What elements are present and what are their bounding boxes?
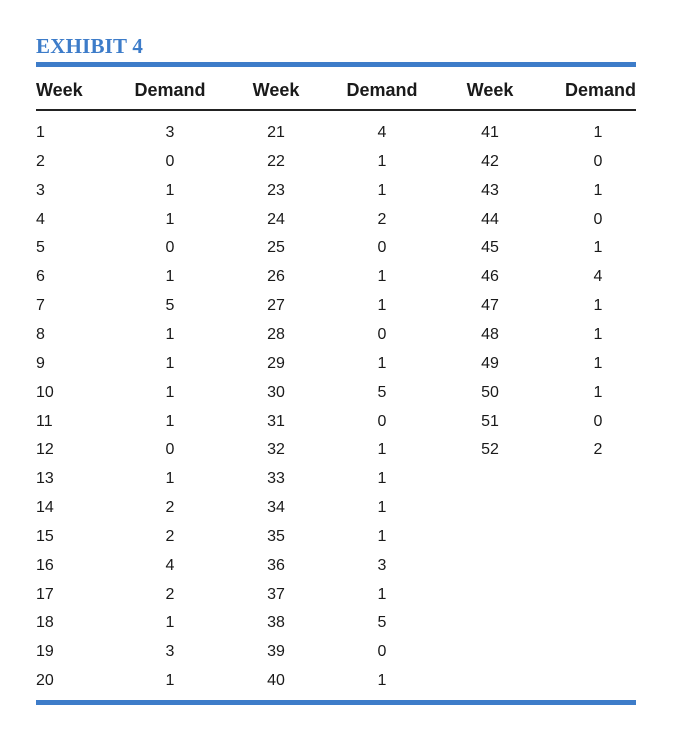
table-cell-demand: 1 [377,470,387,487]
table-cell-demand: 1 [165,614,175,631]
table-cell-demand: 2 [165,528,175,545]
table-cell-demand: 2 [593,441,603,458]
table-cell-demand: 1 [593,355,603,372]
table-cell-week: 24 [267,211,285,228]
table-cell-week: 33 [267,470,285,487]
table-cell-week: 32 [267,441,285,458]
header-demand-2: Demand [346,80,418,100]
table-cell-demand: 3 [165,643,175,660]
table-cell-demand: 3 [165,124,175,141]
table-cell-week: 45 [481,239,499,256]
table-cell-demand: 1 [165,326,175,343]
table-cell-demand: 1 [377,528,387,545]
table-cell-week: 29 [267,355,285,372]
table-cell-week: 12 [36,441,54,458]
table-cell-week: 31 [267,413,285,430]
table-cell-week: 52 [481,441,499,458]
table-cell-week: 23 [267,182,285,199]
table-cell-week: 15 [36,528,54,545]
table-cell-week: 20 [36,672,54,689]
header-week-3: Week [466,80,514,100]
table-cell-demand: 0 [165,441,175,458]
table-cell-demand: 5 [377,614,387,631]
table-cell-week: 40 [267,672,285,689]
table-cell-week: 34 [267,499,285,516]
table-cell-demand: 0 [377,413,387,430]
table-cell-week: 5 [36,239,45,256]
table-cell-demand: 1 [165,413,175,430]
table-cell-demand: 1 [377,672,387,689]
table-cell-week: 48 [481,326,499,343]
table-cell-week: 36 [267,557,285,574]
table-cell-week: 22 [267,153,285,170]
table-cell-week: 13 [36,470,54,487]
table-cell-week: 8 [36,326,45,343]
table-cell-week: 11 [36,413,53,430]
table-cell-demand: 0 [593,413,603,430]
table-cell-demand: 1 [165,470,175,487]
table-cell-week: 37 [267,586,285,603]
table-cell-demand: 1 [593,124,603,141]
table-cell-week: 14 [36,499,54,516]
table-cell-demand: 5 [377,384,387,401]
table-cell-week: 47 [481,297,499,314]
table-cell-week: 35 [267,528,285,545]
table-cell-demand: 1 [377,268,387,285]
table-cell-demand: 3 [377,557,387,574]
table-cell-demand: 2 [165,586,175,603]
table-cell-week: 9 [36,355,45,372]
table-cell-week: 4 [36,211,45,228]
table-cell-demand: 1 [165,268,175,285]
table-cell-week: 43 [481,182,499,199]
table-cell-demand: 1 [165,182,175,199]
table-cell-week: 51 [481,413,499,430]
table-cell-week: 46 [481,268,499,285]
table-cell-week: 6 [36,268,45,285]
table-cell-demand: 4 [593,268,603,285]
table-cell-week: 39 [267,643,285,660]
table-cell-demand: 2 [165,499,175,516]
table-cell-demand: 1 [377,586,387,603]
header-demand-1: Demand [134,80,206,100]
table-cell-demand: 1 [593,239,603,256]
table-cell-demand: 1 [593,297,603,314]
table-cell-week: 38 [267,614,285,631]
exhibit-title: EXHIBIT 4 [36,34,144,58]
table-cell-demand: 1 [377,182,387,199]
table-cell-week: 18 [36,614,54,631]
table-header-row [0,79,688,101]
header-week-2: Week [252,80,300,100]
table-cell-demand: 1 [593,326,603,343]
table-cell-week: 2 [36,153,45,170]
table-cell-week: 19 [36,643,54,660]
table-cell-demand: 0 [593,211,603,228]
table-cell-demand: 1 [165,384,175,401]
table-cell-demand: 1 [377,153,387,170]
table-cell-demand: 0 [377,239,387,256]
table-cell-week: 28 [267,326,285,343]
table-cell-week: 16 [36,557,54,574]
table-cell-week: 50 [481,384,499,401]
table-cell-week: 21 [267,124,285,141]
table-cell-week: 1 [36,124,45,141]
bottom-rule [36,700,636,705]
table-cell-demand: 2 [377,211,387,228]
table-cell-demand: 1 [377,355,387,372]
table-cell-demand: 0 [165,239,175,256]
table-cell-week: 44 [481,211,499,228]
table-cell-demand: 0 [593,153,603,170]
table-cell-demand: 1 [593,384,603,401]
top-rule [36,62,636,67]
table-cell-week: 26 [267,268,285,285]
header-week-1: Week [36,80,83,100]
table-cell-demand: 1 [165,672,175,689]
table-cell-demand: 1 [377,297,387,314]
table-cell-demand: 0 [165,153,175,170]
table-cell-demand: 1 [377,499,387,516]
table-cell-week: 27 [267,297,285,314]
table-cell-demand: 1 [377,441,387,458]
table-cell-demand: 4 [165,557,175,574]
table-cell-week: 7 [36,297,45,314]
table-cell-week: 25 [267,239,285,256]
table-cell-week: 10 [36,384,54,401]
table-cell-demand: 0 [377,326,387,343]
header-demand-3: Demand [564,80,636,100]
table-cell-demand: 1 [165,211,175,228]
table-cell-week: 17 [36,586,54,603]
table-cell-demand: 0 [377,643,387,660]
table-cell-demand: 1 [165,355,175,372]
table-cell-week: 49 [481,355,499,372]
table-cell-demand: 5 [165,297,175,314]
table-cell-week: 42 [481,153,499,170]
table-cell-demand: 1 [593,182,603,199]
table-cell-week: 30 [267,384,285,401]
table-cell-demand: 4 [377,124,387,141]
table-cell-week: 41 [481,124,499,141]
table-cell-week: 3 [36,182,45,199]
header-rule [36,109,636,111]
